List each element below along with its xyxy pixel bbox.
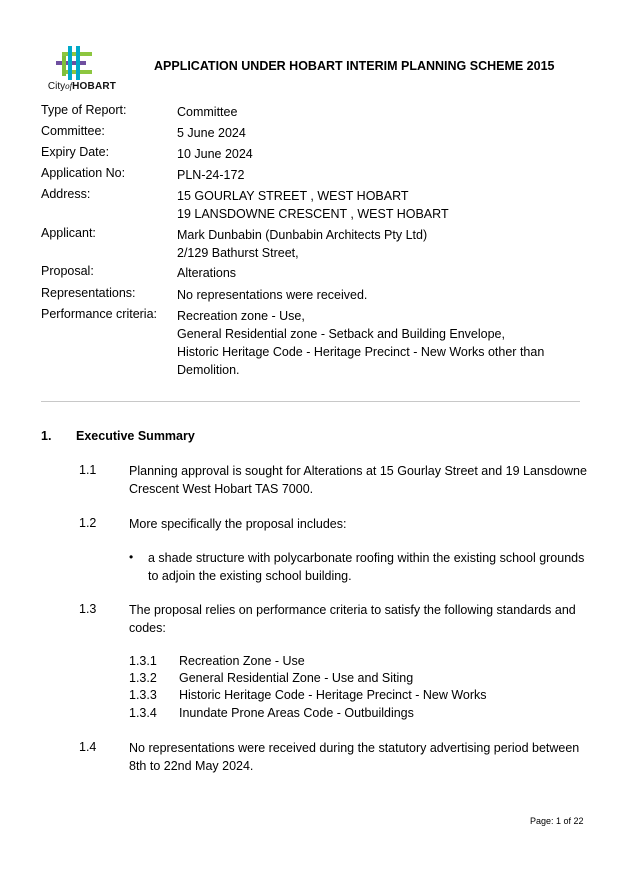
hobart-logo-mark-icon [56,46,92,80]
detail-value: 15 GOURLAY STREET , WEST HOBART 19 LANSDOWNE CRESCENT , WEST HOBART [177,189,449,221]
detail-label: Application No: [41,166,126,180]
detail-label: Address: [41,187,91,201]
subitem-text: Historic Heritage Code - Heritage Precinct - New Works [179,688,487,702]
detail-value: No representations were received. [177,288,368,302]
logo-wordmark: CityofHOBART [47,81,117,92]
page-number: Page: 1 of 22 [530,816,584,826]
detail-label: Applicant: [41,226,96,240]
subitem-number: 1.3.2 [129,671,157,685]
paragraph-number: 1.4 [79,740,97,754]
detail-value: 10 June 2024 [177,147,253,161]
detail-label: Expiry Date: [41,145,110,159]
paragraph-number: 1.1 [79,463,97,477]
detail-value: 5 June 2024 [177,126,246,140]
bullet-icon: • [129,550,134,564]
paragraph-number: 1.2 [79,516,97,530]
section-divider [41,401,580,402]
detail-value: Recreation zone - Use, General Residential zone - Setback and Building Envelope, Historic Heritage Code - Heritage Precinct - New Works other than Demolition. [177,309,545,377]
document-title: APPLICATION UNDER HOBART INTERIM PLANNING SCHEME 2015 [154,59,555,73]
city-of-hobart-logo [44,46,120,98]
subitem-text: Inundate Prone Areas Code - Outbuildings [179,706,414,720]
detail-value: PLN-24-172 [177,168,245,182]
detail-value: Alterations [177,266,237,280]
section-number: 1. [41,429,52,443]
detail-value: Mark Dunbabin (Dunbabin Architects Pty Ltd) 2/129 Bathurst Street, [177,228,428,260]
detail-value: Committee [177,105,238,119]
paragraph-text: The proposal relies on performance criteria to satisfy the following standards and codes: [129,603,576,635]
subitem-text: Recreation Zone - Use [179,654,305,668]
section-title: Executive Summary [76,429,195,443]
detail-label: Committee: [41,124,105,138]
bullet-text: a shade structure with polycarbonate roofing within the existing school grounds to adjoin the existing school building. [148,551,585,583]
detail-label: Representations: [41,286,136,300]
subitem-text: General Residential Zone - Use and Siting [179,671,414,685]
subitem-number: 1.3.4 [129,706,157,720]
subitem-number: 1.3.1 [129,654,157,668]
paragraph-number: 1.3 [79,602,97,616]
paragraph-text: Planning approval is sought for Alterations at 15 Gourlay Street and 19 Lansdowne Crescent West Hobart TAS 7000. [129,464,587,496]
subitem-number: 1.3.3 [129,688,157,702]
paragraph-text: No representations were received during the statutory advertising period between 8th to 22nd May 2024. [129,741,580,773]
detail-label: Performance criteria: [41,307,158,321]
detail-label: Type of Report: [41,103,127,117]
paragraph-text: More specifically the proposal includes: [129,517,347,531]
detail-label: Proposal: [41,264,94,278]
